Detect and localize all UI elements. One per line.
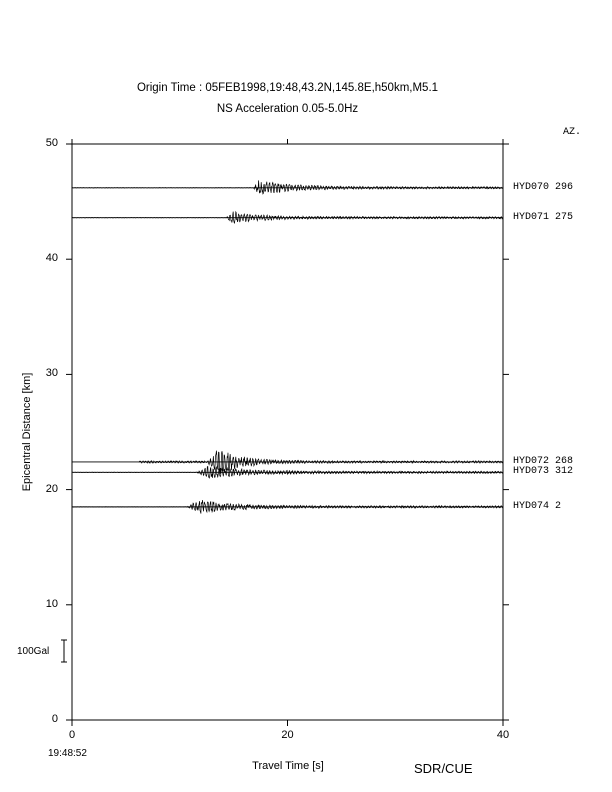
station-name: HYD071 <box>513 211 550 223</box>
x-tick-label: 0 <box>68 729 76 741</box>
station-name: HYD073 <box>513 466 550 478</box>
credit-label: SDR/CUE <box>414 761 473 776</box>
trace-waveform <box>72 500 503 514</box>
station-name: HYD070 <box>513 181 550 193</box>
trace-label <box>513 456 573 467</box>
chart-subtitle: NS Acceleration 0.05-5.0Hz <box>216 103 359 115</box>
y-tick-label: 10 <box>45 597 58 610</box>
trace-waveform <box>72 466 503 477</box>
station-azimuth: 296 <box>549 181 574 193</box>
trace-label <box>513 212 573 223</box>
trace-waveform <box>72 180 503 194</box>
station-name: HYD072 <box>513 455 550 467</box>
trace-label <box>513 466 573 477</box>
trace-label <box>513 501 561 512</box>
trace-waveform <box>72 212 503 224</box>
y-axis-label: Epicentral Distance [km] <box>21 372 33 492</box>
trace-label <box>513 182 573 193</box>
scale-bar-label: 100Gal <box>17 646 50 657</box>
y-tick-label: 0 <box>51 713 58 725</box>
x-tick-label: 40 <box>496 729 510 741</box>
station-azimuth: 312 <box>549 466 574 478</box>
station-azimuth: 268 <box>549 455 574 467</box>
y-tick-label: 40 <box>45 252 58 265</box>
y-tick-label: 50 <box>45 137 58 149</box>
start-time-label: 19:48:52 <box>48 748 87 759</box>
station-azimuth: 275 <box>549 211 574 223</box>
x-axis-label: Travel Time [s] <box>252 760 324 772</box>
station-name: HYD074 <box>513 500 550 512</box>
y-tick-label: 20 <box>45 482 58 495</box>
y-tick-label: 30 <box>45 367 58 380</box>
chart-title: Origin Time : 05FEB1998,19:48,43.2N,145.8E,h50km,M5.1 <box>136 82 439 94</box>
station-azimuth: 2 <box>549 500 562 512</box>
azimuth-header: AZ. <box>563 127 582 138</box>
x-tick-label: 20 <box>281 729 294 741</box>
